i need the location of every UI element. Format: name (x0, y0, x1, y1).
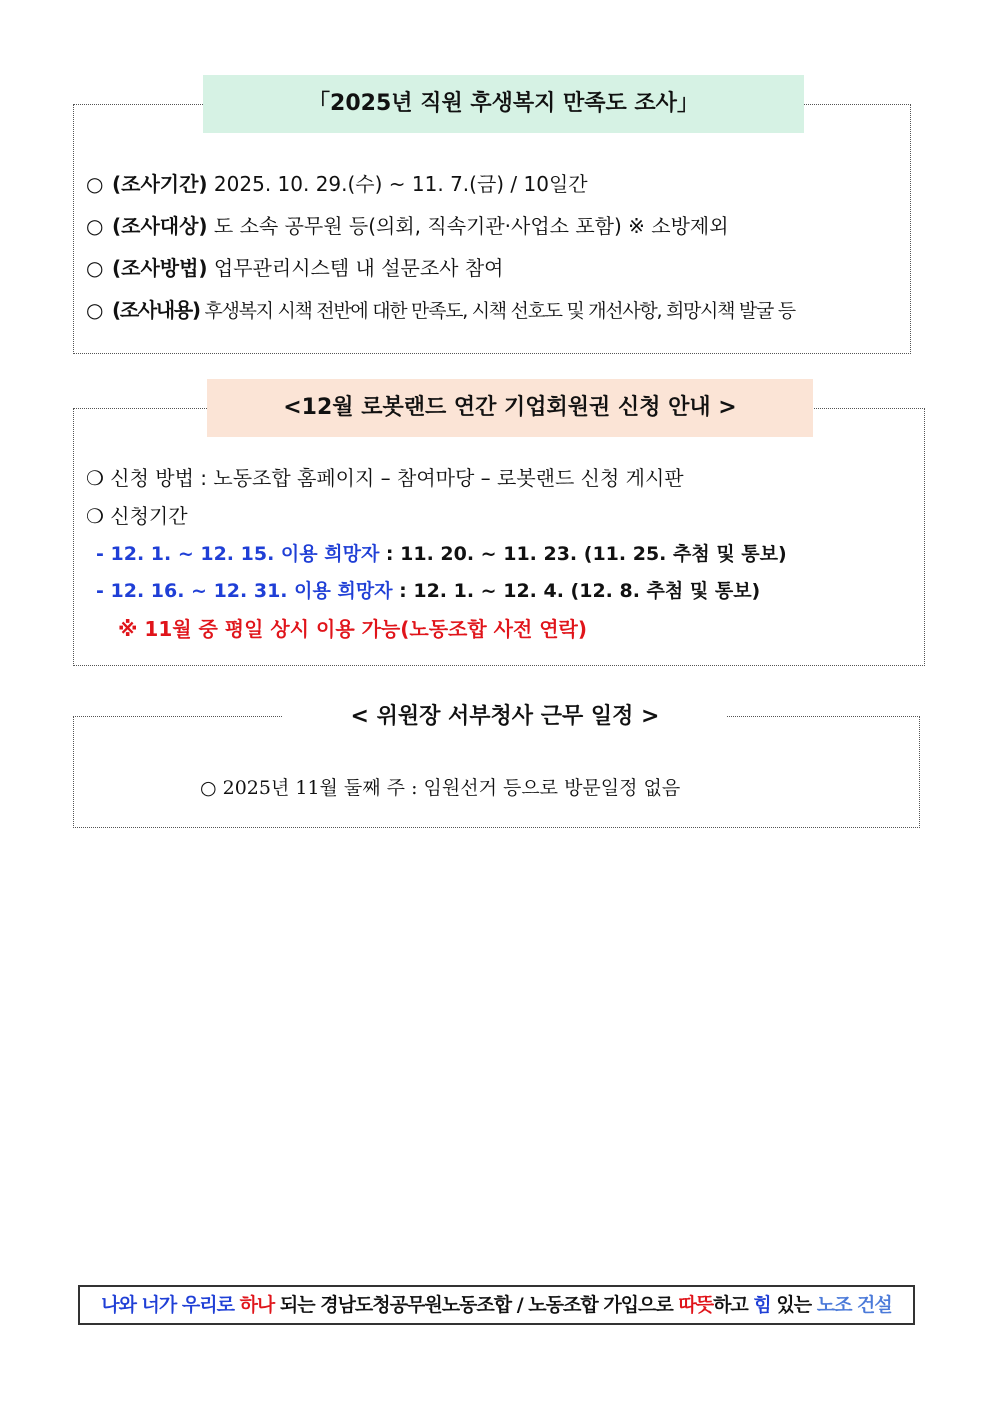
survey-item-method (86, 252, 503, 281)
robotland-title: <12월 로봇랜드 연간 기업회원권 신청 안내 > (207, 379, 813, 437)
item-label: (조사기간) (112, 172, 208, 196)
item-text: 업무관리시스템 내 설문조사 참여 (207, 256, 504, 280)
row-text: : 11. 20. ~ 11. 23. (11. 25. 추첨 및 통보) (379, 543, 787, 565)
survey-item-content (86, 294, 795, 323)
bullet: ○ (86, 214, 104, 238)
slogan-part: 힘 (753, 1294, 771, 1316)
row-label: 이용 희망자 (280, 543, 380, 565)
robotland-period: ❍ 신청기간 (86, 504, 188, 528)
bullet: ○ (86, 298, 103, 322)
schedule-item: ○ 2025년 11월 둘째 주 : 임원선거 등으로 방문일정 없음 (200, 777, 681, 799)
survey-item-period (86, 168, 588, 197)
slogan-part: 노조 건설 (816, 1294, 892, 1316)
item-label: (조사대상) (112, 214, 208, 238)
item-text: 2025. 10. 29.(수) ~ 11. 7.(금) / 10일간 (207, 172, 588, 196)
bullet: ○ (86, 256, 104, 280)
row-label: 이용 희망자 (294, 580, 393, 602)
slogan-part: 나와 너가 우리로 (101, 1294, 240, 1316)
robotland-method: ❍ 신청 방법 : 노동조합 홈페이지 – 참여마당 – 로봇랜드 신청 게시판 (86, 466, 684, 490)
slogan-part: 하나 (239, 1294, 275, 1316)
slogan-part: 따뜻 (678, 1294, 714, 1316)
item-text: 후생복지 시책 전반에 대한 만족도, 시책 선호도 및 개선사항, 희망시책 발굴 등 (199, 300, 795, 322)
row-dates: - 12. 1. ~ 12. 15. (96, 543, 281, 565)
row-text: : 12. 1. ~ 12. 4. (12. 8. 추첨 및 통보) (392, 580, 761, 602)
robotland-note: ※ 11월 중 평일 상시 이용 가능(노동조합 사전 연락) (118, 617, 588, 641)
item-label: (조사방법) (112, 256, 208, 280)
robotland-row-2 (96, 576, 760, 603)
survey-item-target (86, 210, 729, 239)
slogan-part: 하고 (713, 1294, 754, 1316)
slogan-part: 있는 (770, 1294, 817, 1316)
item-label: (조사내용) (112, 298, 200, 322)
union-slogan (78, 1285, 915, 1325)
item-text: 도 소속 공무원 등(의회, 직속기관·사업소 포함) ※ 소방제외 (207, 214, 729, 238)
schedule-title: < 위원장 서부청사 근무 일정 > (283, 688, 727, 744)
robotland-row-1 (96, 539, 787, 566)
survey-title: 「2025년 직원 후생복지 만족도 조사」 (203, 75, 804, 133)
bullet: ○ (86, 172, 104, 196)
slogan-part: 되는 경남도청공무원노동조합 / 노동조합 가입으로 (274, 1294, 679, 1316)
row-dates: - 12. 16. ~ 12. 31. (96, 580, 295, 602)
